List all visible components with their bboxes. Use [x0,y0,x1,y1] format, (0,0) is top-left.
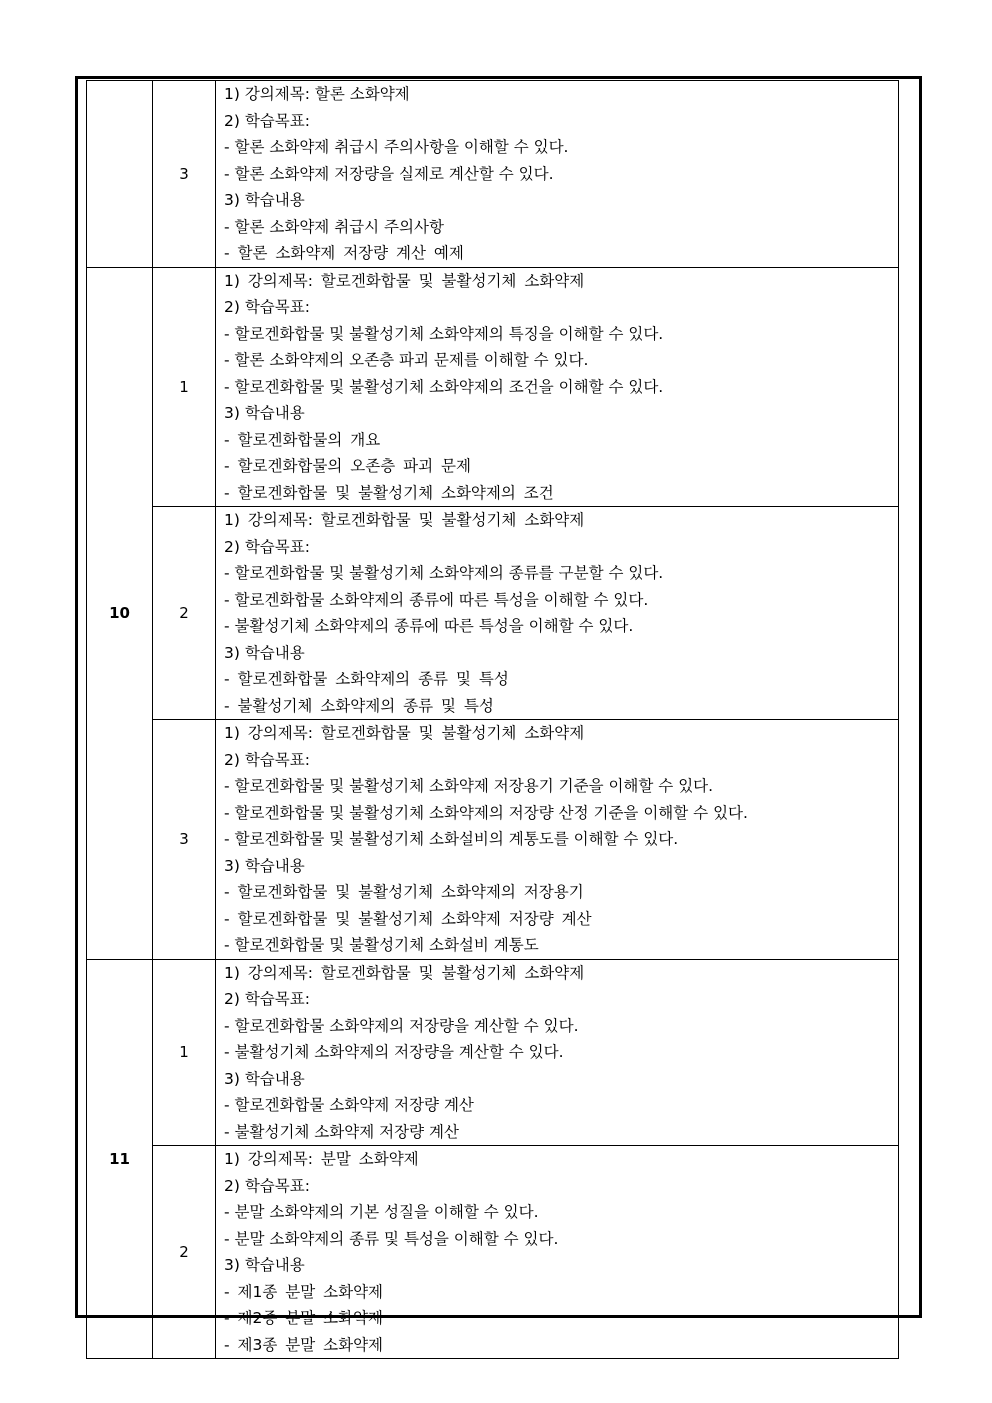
lecture-title: 1) 강의제목: 할로겐화합물 및 불활성기체 소화약제 [224,511,585,529]
table-row [87,1146,899,1359]
list-item: - 제3종 분말 소화약제 [224,1335,384,1354]
objectives-heading: 2) 학습목표: [224,111,310,130]
list-item: - 불활성기체 소화약제의 종류 및 특성 [224,696,494,715]
list-item: - 할로겐화합물 소화약제 저장량 계산 [224,1096,474,1114]
contents-heading: 3) 학습내용 [224,643,305,662]
session-cell: 2 [153,1146,216,1359]
lecture-title: 1) 강의제목: 할로겐화합물 및 불활성기체 소화약제 [224,963,585,982]
list-item: - 제2종 분말 소화약제 [224,1309,384,1327]
content-cell [216,81,899,268]
week-cell: 11 [87,959,153,1359]
table-row [87,81,899,268]
lecture-title: 1) 강의제목: 분말 소화약제 [224,1150,419,1168]
list-item: - 분말 소화약제의 종류 및 특성을 이해할 수 있다. [224,1229,559,1248]
content-cell [216,1146,899,1359]
list-item: - 할로겐화합물 및 불활성기체 소화약제 저장량 계산 [224,909,592,928]
content-cell [216,267,899,507]
contents-heading: 3) 학습내용 [224,191,305,209]
session-cell: 1 [153,959,216,1146]
list-item: - 할로겐화합물 소화약제의 저장량을 계산할 수 있다. [224,1016,579,1035]
session-cell: 3 [153,720,216,960]
session-cell: 2 [153,507,216,720]
table-row [87,959,899,1146]
objectives-heading: 2) 학습목표: [224,750,310,769]
list-item: - 할로겐화합물 및 불활성기체 소화약제의 종류를 구분할 수 있다. [224,564,664,582]
list-item: - 할로겐화합물 소화약제의 종류에 따른 특성을 이해할 수 있다. [224,590,649,609]
list-item: - 할로겐화합물 및 불활성기체 소화약제의 조건을 이해할 수 있다. [224,377,664,396]
content-cell [216,959,899,1146]
list-item: - 할로겐화합물 및 불활성기체 소화약제 저장용기 기준을 이해할 수 있다. [224,777,714,795]
table-row [87,507,899,720]
list-item: - 할론 소화약제 저장량을 실제로 계산할 수 있다. [224,164,554,183]
objectives-heading: 2) 학습목표: [224,537,310,556]
week-cell [87,81,153,268]
list-item: - 할로겐화합물 및 불활성기체 소화약제의 특징을 이해할 수 있다. [224,324,664,343]
objectives-heading: 2) 학습목표: [224,298,310,316]
list-item: - 할론 소화약제 취급시 주의사항 [224,217,444,236]
list-item: - 할로겐화합물 및 불활성기체 소화설비 계통도 [224,936,539,954]
list-item: - 할로겐화합물 및 불활성기체 소화약제의 조건 [224,483,554,502]
list-item: - 할로겐화합물 및 불활성기체 소화약제의 저장용기 [224,883,584,901]
list-item: - 할로겐화합물 및 불활성기체 소화약제의 저장량 산정 기준을 이해할 수 있다. [224,803,748,822]
lecture-title: 1) 강의제목: 할론 소화약제 [224,85,410,103]
syllabus-table [86,80,899,1359]
table-row [87,267,899,507]
list-item: - 불활성기체 소화약제의 저장량을 계산할 수 있다. [224,1043,564,1061]
objectives-heading: 2) 학습목표: [224,990,310,1008]
session-cell: 1 [153,267,216,507]
list-item: - 할로겐화합물 및 불활성기체 소화설비의 계통도를 이해할 수 있다. [224,830,679,848]
contents-heading: 3) 학습내용 [224,404,305,422]
list-item: - 불활성기체 소화약제의 종류에 따른 특성을 이해할 수 있다. [224,617,634,635]
list-item: - 불활성기체 소화약제 저장량 계산 [224,1122,459,1141]
week-cell: 10 [87,267,153,959]
table-row [87,720,899,960]
lecture-title: 1) 강의제목: 할로겐화합물 및 불활성기체 소화약제 [224,271,585,290]
list-item: - 할론 소화약제의 오존층 파괴 문제를 이해할 수 있다. [224,351,589,369]
list-item: - 할론 소화약제 저장량 계산 예제 [224,244,464,262]
list-item: - 할로겐화합물 소화약제의 종류 및 특성 [224,670,509,688]
content-cell [216,507,899,720]
lecture-title: 1) 강의제목: 할로겐화합물 및 불활성기체 소화약제 [224,724,585,742]
session-cell: 3 [153,81,216,268]
objectives-heading: 2) 학습목표: [224,1176,310,1195]
contents-heading: 3) 학습내용 [224,856,305,875]
contents-heading: 3) 학습내용 [224,1256,305,1274]
list-item: - 할론 소화약제 취급시 주의사항을 이해할 수 있다. [224,138,569,156]
contents-heading: 3) 학습내용 [224,1069,305,1088]
content-cell [216,720,899,960]
list-item: - 분말 소화약제의 기본 성질을 이해할 수 있다. [224,1203,539,1221]
list-item: - 제1종 분말 소화약제 [224,1282,384,1301]
list-item: - 할로겐화합물의 오존층 파괴 문제 [224,457,471,475]
list-item: - 할로겐화합물의 개요 [224,430,381,449]
